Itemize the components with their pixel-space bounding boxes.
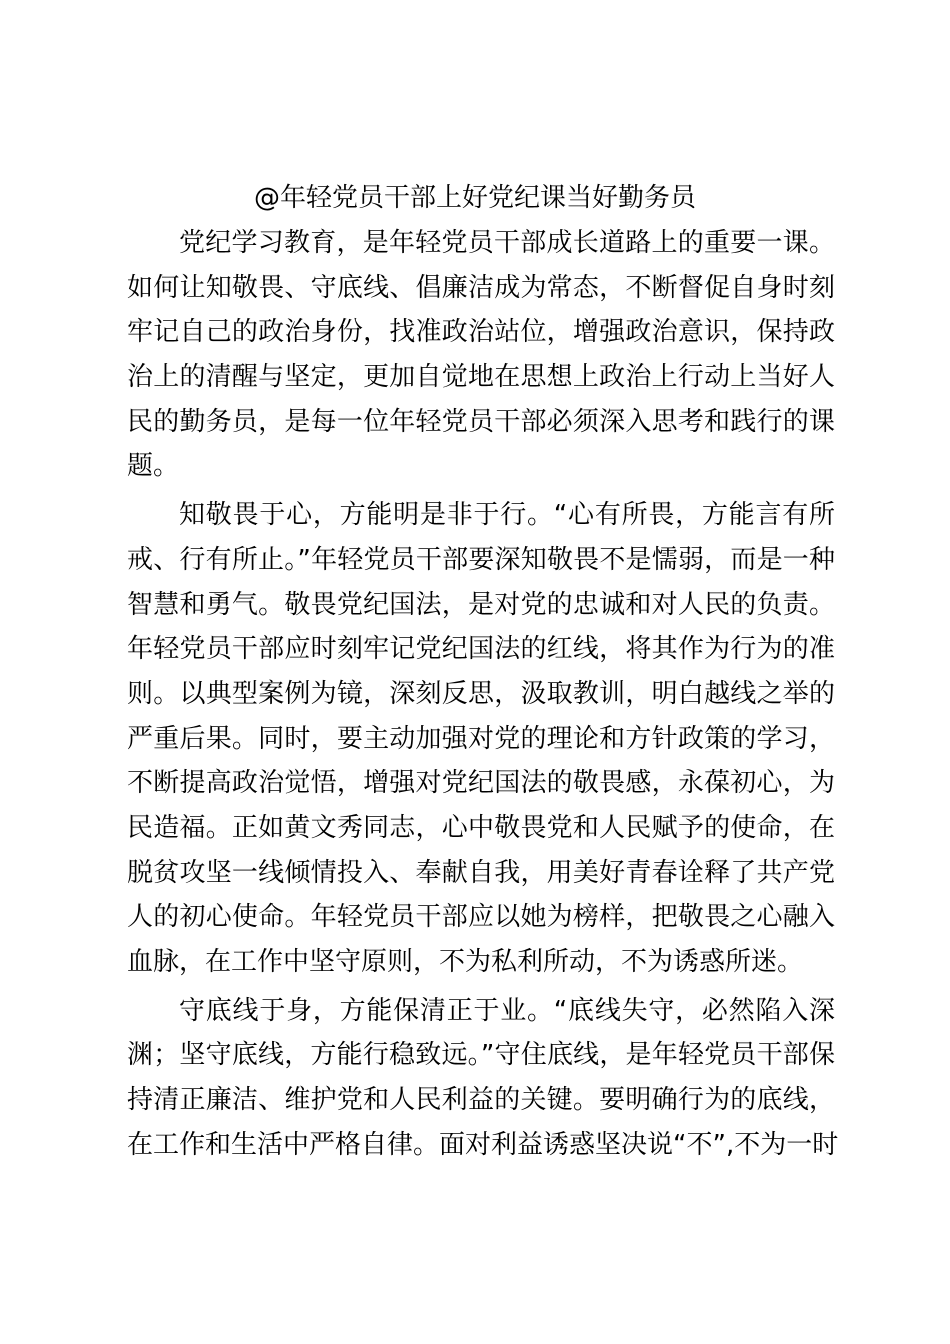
text-line: 血脉，在工作中坚守原则，不为私利所动，不为诱惑所迷。 [127, 947, 804, 977]
text-line: 不断提高政治觉悟，增强对党纪国法的敬畏感，永葆初心，为 [127, 768, 835, 799]
text-line: 如何让知敬畏、守底线、倡廉洁成为常态，不断督促自身时刻 [127, 272, 835, 303]
text-line: 人的初心使命。年轻党员干部应以她为榜样，把敬畏之心融入 [127, 902, 835, 933]
text-line: 知敬畏于心，方能明是非于行。“心有所畏，方能言有所 [179, 500, 835, 531]
text-line: 民的勤务员，是每一位年轻党员干部必须深入思考和践行的课 [127, 406, 835, 437]
text-line: 守底线于身，方能保清正于业。“底线失守，必然陷入深 [179, 995, 835, 1026]
text-line: 戒、行有所止。”年轻党员干部要深知敬畏不是懦弱，而是一种 [127, 544, 835, 575]
text-line: 在工作和生活中严格自律。面对利益诱惑坚决说“不”,不为一时 [127, 1129, 839, 1160]
text-line: 严重后果。同时，要主动加强对党的理论和方针政策的学习， [127, 723, 835, 754]
text-line: 题。 [127, 451, 180, 482]
text-line: 则。以典型案例为镜，深刻反思，汲取教训，明白越线之举的 [127, 678, 835, 709]
text-line: 党纪学习教育，是年轻党员干部成长道路上的重要一课。 [179, 228, 835, 258]
text-line: 牢记自己的政治身份，找准政治站位，增强政治意识，保持政 [127, 317, 835, 348]
text-line: 年轻党员干部应时刻牢记党纪国法的红线，将其作为行为的准 [127, 634, 835, 665]
text-line: 智慧和勇气。敬畏党纪国法，是对党的忠诚和对人民的负责。 [127, 589, 835, 620]
text-line: 治上的清醒与坚定，更加自觉地在思想上政治上行动上当好人 [127, 362, 835, 393]
text-line: 渊；坚守底线，方能行稳致远。”守住底线，是年轻党员干部保 [127, 1040, 835, 1071]
document-title: @年轻党员干部上好党纪课当好勤务员 [253, 183, 696, 213]
document-body [127, 221, 839, 1171]
text-line: 民造福。正如黄文秀同志，心中敬畏党和人民赋予的使命，在 [127, 812, 835, 843]
paragraph-2 [127, 493, 835, 985]
paragraph-1 [127, 221, 835, 489]
text-line: 脱贫攻坚一线倾情投入、奉献自我，用美好青春诠释了共产党 [127, 857, 835, 888]
text-line: 持清正廉洁、维护党和人民利益的关键。要明确行为的底线， [127, 1085, 835, 1116]
paragraph-3 [127, 989, 839, 1168]
